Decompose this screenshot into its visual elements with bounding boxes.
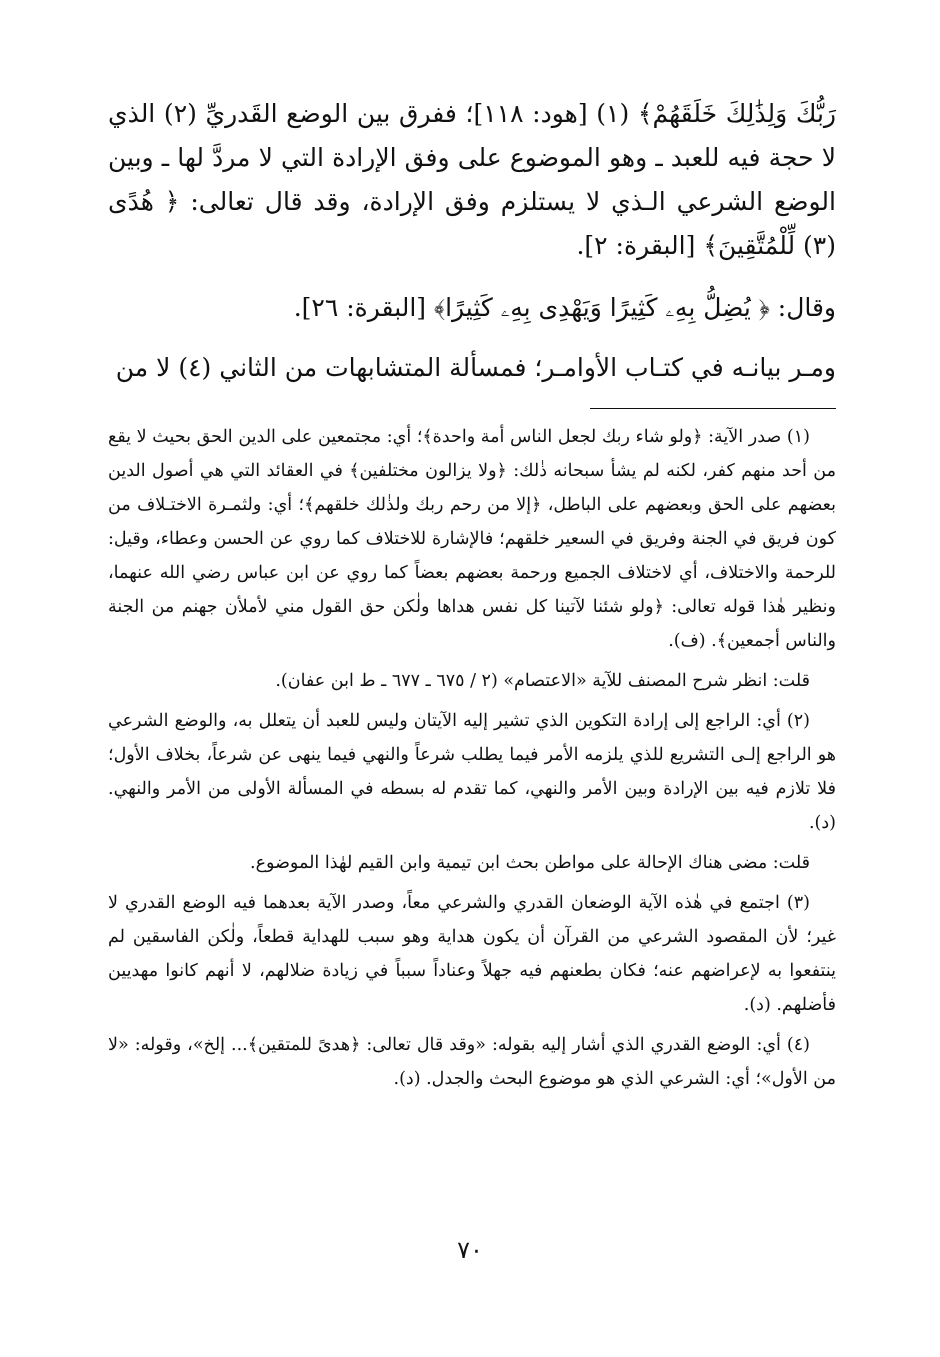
footnotes-block xyxy=(108,420,836,1096)
main-paragraph: رَبُّكَ وَلِذَٰلِكَ خَلَقَهُمْ﴾ (١) [هود: ١١٨]؛ ففرق بين الوضع القَدريِّ (٢) الذي لا حجة فيه للعبد ـ وهو الموضوع على وفق الإرادة التي لا مردَّ لها ـ وبين الوضع الشرعي الـذي لا يستلزم وفق الإرادة، وقد قال تعالى: ﴿ هُدًى (٣) لِّلْمُتَّقِينَ﴾ [البقرة: ٢]. xyxy=(108,99,836,260)
footnote-2-note: قلت: مضى هناك الإحالة على مواطن بحث ابن تيمية وابن القيم لهٰذا الموضوع. xyxy=(250,853,810,873)
main-paragraph-quote: وقال: ﴿ يُضِلُّ بِهِۦ كَثِيرًا وَيَهْدِى بِهِۦ كَثِيرًا﴾ [البقرة: ٢٦]. xyxy=(293,293,836,322)
footnote-1: (١) صدر الآية: ﴿ولو شاء ربك لجعل الناس أمة واحدة﴾؛ أي: مجتمعين على الدين الحق بحيث لا يقع من أحد منهم كفر، لكنه لم يشأ سبحانه ذٰلك: ﴿ولا يزالون مختلفين﴾ في العقائد التي هي أصول الدين بعضهم على الحق وبعضهم على الباطل، ﴿إلا من رحم ربك ولذٰلك خلقهم﴾؛ أي: ولثمـرة الاختـلاف من كون فريق في الجنة وفريق في السعير خلقهم؛ فالإشارة للاختلاف كما روي عن الحسن وعطاء، وقيل: للرحمة والاختلاف، أي لاختلاف الجميع ورحمة بعضهم بعضاً كما روي عن ابن عباس رضي الله عنهما، ونظير هٰذا قوله تعالى: ﴿ولو شئنا لآتينا كل نفس هداها ولٰكن حق القول مني لأملأن جهنم من الجنة والناس أجمعين﴾. (ف). xyxy=(108,427,836,651)
footnote-2: (٢) أي: الراجع إلى إرادة التكوين الذي تشير إليه الآيتان وليس للعبد أن يتعلل به، والوضع الشرعي هو الراجع إلـى التشريع للذي يلزمه الأمر فيما يطلب شرعاً والنهي فيما ينهى عن شرعاً، بخلاف الأول؛ فلا تلازم فيه بين الإرادة وبين الأمر والنهي، كما تقدم له بسطه في المسألة الأولى من الأمر والنهي. (د). xyxy=(108,711,836,833)
footnote-divider xyxy=(590,408,836,409)
page-number: ٧٠ xyxy=(457,1236,483,1264)
footnote-4: (٤) أي: الوضع القدري الذي أشار إليه بقوله: «وقد قال تعالى: ﴿هدىً للمتقين﴾... إلخ»، وقوله: «لا من الأول»؛ أي: الشرعي الذي هو موضوع البحث والجدل. (د). xyxy=(108,1035,836,1089)
main-text-block xyxy=(108,92,836,390)
footnote-1-note: قلت: انظر شرح المصنف للآية «الاعتصام» (٢ / ٦٧٥ ـ ٦٧٧ ـ ط ابن عفان). xyxy=(275,671,810,691)
main-paragraph: ومـر بيانـه في كتـاب الأوامـر؛ فمسألة المتشابهات من الثاني (٤) لا من xyxy=(115,353,836,382)
footnote-3: (٣) اجتمع في هٰذه الآية الوضعان القدري والشرعي معاً، وصدر الآية بعدهما فيه الوضع القدري لا غير؛ لأن المقصود الشرعي من القرآن أن يكون هداية وهو سبب للهداية قطعاً، ولٰكن الفاسقين لم ينتفعوا به لإعراضهم عنه؛ فكان بطعنهم فيه جهلاً وعناداً سبباً في زيادة ضلالهم، لا أنهم كانوا مهديين فأضلهم. (د). xyxy=(108,893,836,1015)
